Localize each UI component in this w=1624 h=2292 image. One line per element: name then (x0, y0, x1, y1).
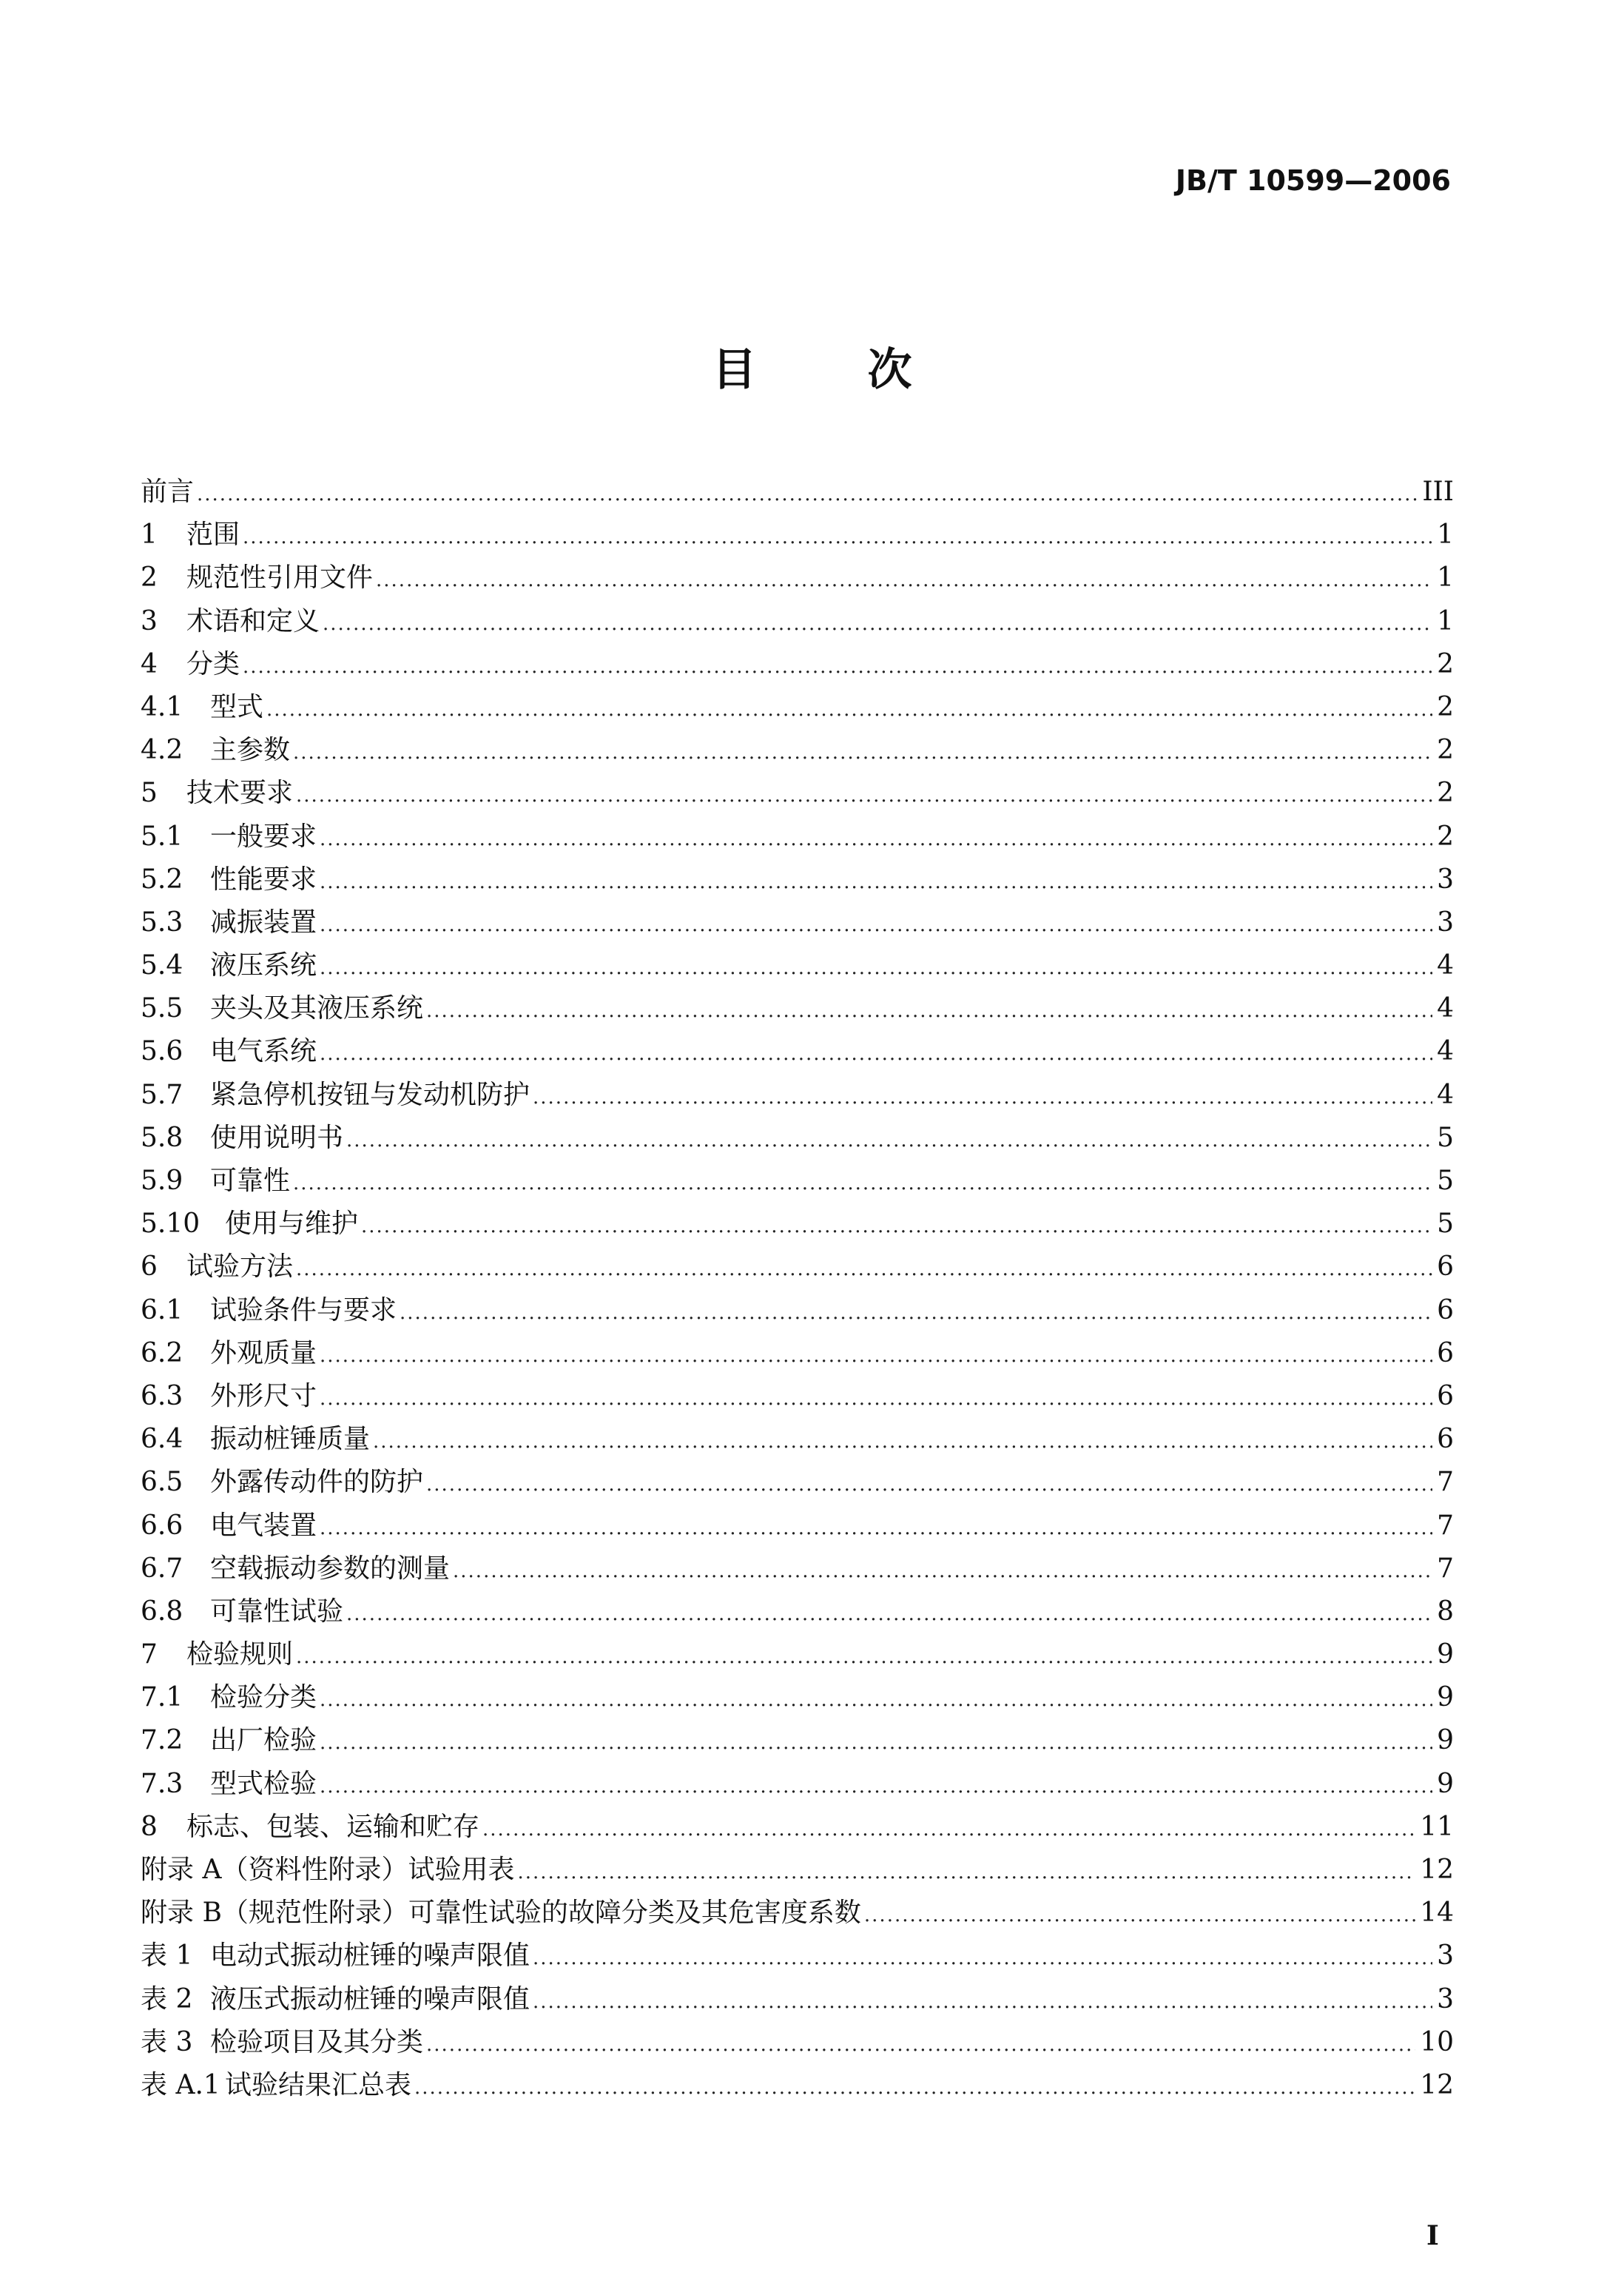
toc-entry-label: 电气装置 (210, 1510, 317, 1541)
toc-entry[interactable] (141, 1633, 1454, 1676)
toc-entry-page: III (1422, 477, 1454, 507)
toc-entry[interactable] (141, 816, 1454, 858)
toc-entry-number: 2 (141, 562, 158, 594)
toc-entry[interactable] (141, 772, 1454, 815)
toc-leader-dots (533, 1076, 1432, 1119)
toc-entry-number: 1 (141, 520, 158, 551)
toc-leader-dots (320, 1032, 1432, 1075)
toc-entry[interactable] (141, 1332, 1454, 1375)
toc-leader-dots (533, 1937, 1432, 1980)
toc-entry-page: 6 (1437, 1251, 1454, 1283)
toc-entry[interactable] (141, 1892, 1454, 1935)
toc-leader-dots (320, 1765, 1432, 1808)
toc-entry-label: 性能要求 (210, 864, 317, 895)
toc-entry-label: 电气系统 (210, 1036, 317, 1067)
toc-entry[interactable] (141, 1547, 1454, 1590)
toc-entry[interactable] (141, 1505, 1454, 1547)
toc-entry-page: 10 (1420, 2026, 1454, 2057)
toc-entry-label: 规范性引用文件 (186, 562, 374, 594)
toc-entry[interactable] (141, 643, 1454, 686)
toc-leader-dots (320, 1377, 1432, 1420)
toc-entry-label: 外形尺寸 (210, 1380, 317, 1411)
toc-entry-page: 2 (1437, 735, 1454, 766)
toc-entry-number: 6.1 (141, 1294, 183, 1325)
toc-entry-number: 表 A.1 (141, 2069, 220, 2100)
toc-entry-label: 使用说明书 (210, 1122, 344, 1153)
toc-entry[interactable] (141, 514, 1454, 557)
toc-entry-page: 9 (1437, 1725, 1454, 1756)
toc-entry-label: 范围 (186, 520, 240, 551)
toc-entry[interactable] (141, 1590, 1454, 1633)
toc-entry[interactable] (141, 557, 1454, 599)
toc-entry-number: 6.5 (141, 1467, 183, 1498)
toc-entry-page: 7 (1437, 1553, 1454, 1584)
toc-leader-dots (266, 688, 1432, 731)
toc-leader-dots (482, 1808, 1415, 1851)
toc-entry[interactable] (141, 2064, 1454, 2107)
page-title (0, 335, 1624, 398)
toc-entry-page: 12 (1420, 1855, 1454, 1885)
toc-entry-page: 3 (1437, 1983, 1454, 2014)
toc-leader-dots (320, 947, 1432, 989)
toc-entry-label: 出厂检验 (210, 1725, 317, 1756)
toc-leader-dots (346, 1593, 1432, 1636)
toc-entry-number: 6.2 (141, 1337, 183, 1368)
toc-entry-number: 4 (141, 648, 158, 679)
toc-entry-label: 可靠性 (210, 1166, 291, 1196)
toc-leader-dots (323, 602, 1432, 645)
toc-entry-label: 检验规则 (186, 1639, 294, 1670)
toc-entry[interactable] (141, 729, 1454, 772)
toc-leader-dots (517, 1851, 1415, 1894)
toc-entry-page: 4 (1437, 1036, 1454, 1067)
toc-leader-dots (320, 1721, 1432, 1764)
toc-entry-label: 检验项目及其分类 (210, 2026, 424, 2057)
toc-entry-number: 5.8 (141, 1122, 183, 1153)
toc-entry-page: 1 (1437, 520, 1454, 551)
toc-leader-dots (243, 516, 1432, 559)
toc-entry-label: 试验结果汇总表 (225, 2069, 412, 2100)
toc-leader-dots (320, 818, 1432, 861)
toc-leader-dots (293, 731, 1432, 774)
toc-leader-dots (426, 989, 1432, 1032)
toc-entry-page: 9 (1437, 1768, 1454, 1799)
toc-entry[interactable] (141, 1978, 1454, 2021)
toc-entry-page: 6 (1437, 1380, 1454, 1411)
toc-entry-label: 附录 B（规范性附录）可靠性试验的故障分类及其危害度系数 (141, 1898, 861, 1929)
toc-entry[interactable] (141, 1246, 1454, 1288)
toc-entry[interactable] (141, 1030, 1454, 1073)
toc-entry[interactable] (141, 944, 1454, 987)
toc-leader-dots (296, 774, 1432, 817)
toc-entry-label: 液压系统 (210, 950, 317, 981)
toc-entry[interactable] (141, 987, 1454, 1030)
toc-leader-dots (414, 2066, 1415, 2109)
toc-entry-number: 5 (141, 778, 158, 809)
toc-entry-number: 表 3 (141, 2026, 193, 2057)
toc-entry-number: 5.10 (141, 1209, 201, 1240)
toc-entry[interactable] (141, 2021, 1454, 2064)
toc-entry-page: 4 (1437, 950, 1454, 981)
toc-entry-page: 4 (1437, 993, 1454, 1024)
toc-entry[interactable] (141, 1289, 1454, 1332)
toc-leader-dots (346, 1119, 1432, 1162)
toc-entry-label: 技术要求 (186, 778, 294, 809)
toc-entry[interactable] (141, 858, 1454, 901)
toc-entry-label: 标志、包装、运输和贮存 (186, 1811, 480, 1842)
toc-entry-label: 型式检验 (210, 1768, 317, 1799)
toc-leader-dots (533, 1980, 1432, 2023)
toc-entry[interactable] (141, 1676, 1454, 1719)
toc-leader-dots (320, 1334, 1432, 1377)
toc-entry[interactable] (141, 1203, 1454, 1246)
toc-entry-label: 试验条件与要求 (210, 1294, 397, 1325)
toc-entry-page: 6 (1437, 1294, 1454, 1325)
toc-entry-page: 12 (1420, 2069, 1454, 2100)
toc-entry-label: 紧急停机按钮与发动机防护 (210, 1079, 530, 1110)
toc-entry-page: 4 (1437, 1079, 1454, 1110)
toc-leader-dots (296, 1636, 1432, 1678)
toc-entry-label: 空载振动参数的测量 (210, 1553, 451, 1584)
toc-entry-page: 7 (1437, 1467, 1454, 1498)
toc-entry-number: 6.6 (141, 1510, 183, 1541)
toc-entry-number: 5.4 (141, 950, 183, 981)
toc-entry-label: 术语和定义 (186, 605, 320, 636)
toc-leader-dots (293, 1162, 1432, 1205)
title-char-1: 目 (712, 344, 757, 396)
toc-entry-page: 6 (1437, 1337, 1454, 1368)
toc-entry[interactable] (141, 1375, 1454, 1418)
title-char-2: 次 (867, 344, 912, 396)
toc-entry-page: 14 (1420, 1898, 1454, 1929)
toc-entry-page: 7 (1437, 1510, 1454, 1541)
toc-entry-number: 7.2 (141, 1725, 183, 1756)
toc-entry[interactable] (141, 1719, 1454, 1762)
toc-entry-page: 3 (1437, 907, 1454, 938)
toc-entry-number: 5.5 (141, 993, 183, 1024)
toc-entry-number: 8 (141, 1811, 158, 1842)
toc-entry-page: 1 (1437, 562, 1454, 594)
toc-entry-number: 5.3 (141, 907, 183, 938)
toc-entry-label: 附录 A（资料性附录）试验用表 (141, 1855, 515, 1885)
toc-entry[interactable] (141, 1849, 1454, 1892)
toc-entry-page: 9 (1437, 1682, 1454, 1713)
toc-entry-label: 前言 (141, 477, 195, 507)
toc-leader-dots (320, 904, 1432, 947)
toc-entry-number: 6.8 (141, 1596, 183, 1627)
toc-entry-number: 4.1 (141, 691, 183, 722)
toc-entry-number: 7.1 (141, 1682, 183, 1713)
toc-entry-label: 使用与维护 (225, 1209, 359, 1240)
toc-entry[interactable] (141, 1074, 1454, 1117)
toc-entry-number: 5.1 (141, 821, 183, 852)
toc-entry-page: 11 (1420, 1811, 1454, 1842)
toc-entry-number: 表 2 (141, 1983, 193, 2014)
toc-entry-page: 9 (1437, 1639, 1454, 1670)
toc-entry-label: 分类 (186, 648, 240, 679)
toc-entry-number: 5.6 (141, 1036, 183, 1067)
toc-entry-number: 5.7 (141, 1079, 183, 1110)
toc-entry-label: 一般要求 (210, 821, 317, 852)
toc-entry-number: 6.3 (141, 1380, 183, 1411)
toc-entry[interactable] (141, 471, 1454, 514)
toc-entry[interactable] (141, 1461, 1454, 1504)
toc-entry-number: 5.2 (141, 864, 183, 895)
toc-entry-page: 2 (1437, 648, 1454, 679)
toc-entry[interactable] (141, 1763, 1454, 1806)
toc-leader-dots (320, 1678, 1432, 1721)
toc-entry-label: 外观质量 (210, 1337, 317, 1368)
toc-entry-label: 夹头及其液压系统 (210, 993, 424, 1024)
toc-leader-dots (373, 1420, 1432, 1463)
toc-entry-label: 可靠性试验 (210, 1596, 344, 1627)
toc-entry-number: 5.9 (141, 1166, 183, 1196)
toc-leader-dots (376, 559, 1432, 602)
standard-code: JB/T 10599—2006 (1175, 164, 1451, 197)
toc-entry[interactable] (141, 686, 1454, 729)
toc-entry[interactable] (141, 600, 1454, 643)
toc-entry-label: 主参数 (210, 735, 291, 766)
toc-leader-dots (296, 1248, 1432, 1291)
toc-entry[interactable] (141, 901, 1454, 944)
toc-leader-dots (320, 861, 1432, 904)
toc-leader-dots (320, 1507, 1432, 1550)
page-number: I (1426, 2220, 1439, 2251)
toc-entry-label: 振动桩锤质量 (210, 1424, 371, 1455)
toc-entry-page: 8 (1437, 1596, 1454, 1627)
toc-entry-page: 2 (1437, 778, 1454, 809)
toc-entry-label: 试验方法 (186, 1251, 294, 1283)
toc-entry-number: 4.2 (141, 735, 183, 766)
toc-leader-dots (426, 2023, 1415, 2066)
toc-entry-number: 7 (141, 1639, 158, 1670)
toc-leader-dots (243, 645, 1432, 688)
toc-entry-page: 5 (1437, 1209, 1454, 1240)
toc-entry-label: 液压式振动桩锤的噪声限值 (210, 1983, 530, 2014)
toc-entry[interactable] (141, 1418, 1454, 1461)
toc-entry-label: 外露传动件的防护 (210, 1467, 424, 1498)
toc-entry[interactable] (141, 1806, 1454, 1849)
toc-entry-page: 6 (1437, 1424, 1454, 1455)
toc-leader-dots (864, 1894, 1415, 1937)
toc-entry-page: 3 (1437, 1940, 1454, 1972)
toc-entry-page: 5 (1437, 1122, 1454, 1153)
toc-entry-page: 3 (1437, 864, 1454, 895)
toc-entry-page: 1 (1437, 605, 1454, 636)
toc-entry[interactable] (141, 1160, 1454, 1203)
toc-entry-number: 表 1 (141, 1940, 193, 1972)
table-of-contents (141, 471, 1454, 2107)
toc-entry-number: 6 (141, 1251, 158, 1283)
toc-leader-dots (400, 1291, 1432, 1334)
toc-leader-dots (426, 1463, 1432, 1506)
toc-entry-page: 2 (1437, 821, 1454, 852)
toc-leader-dots (453, 1550, 1432, 1593)
toc-entry-label: 检验分类 (210, 1682, 317, 1713)
toc-entry-label: 电动式振动桩锤的噪声限值 (210, 1940, 530, 1972)
toc-leader-dots (361, 1205, 1432, 1248)
toc-entry-label: 型式 (210, 691, 264, 722)
toc-entry-number: 3 (141, 605, 158, 636)
toc-entry-page: 5 (1437, 1166, 1454, 1196)
toc-entry-number: 6.4 (141, 1424, 183, 1455)
toc-entry-page: 2 (1437, 691, 1454, 722)
toc-entry[interactable] (141, 1935, 1454, 1977)
toc-leader-dots (197, 473, 1418, 516)
toc-entry[interactable] (141, 1117, 1454, 1160)
toc-entry-number: 7.3 (141, 1768, 183, 1799)
toc-entry-number: 6.7 (141, 1553, 183, 1584)
toc-entry-label: 减振装置 (210, 907, 317, 938)
